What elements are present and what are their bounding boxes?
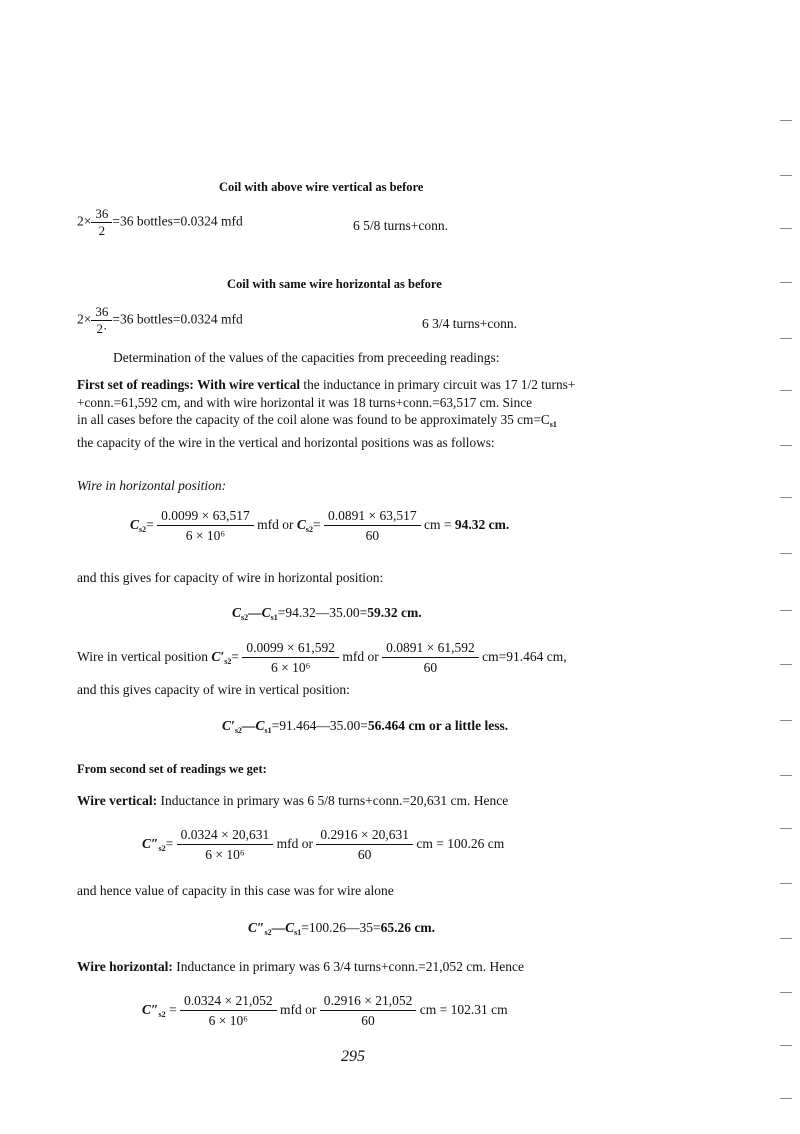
wire-horizontal-line: Wire horizontal: Inductance in primary was 6 3/4 turns+conn.=21,052 cm. Hence (77, 959, 525, 974)
equation-vertical-capacity: Wire in vertical position $C'_{s2}=$ $\frac{0.0099 \times 61,592}{\text{6 × 10⁶}}$ mfd or $\frac{0.0891 \times 61,592}{60}$ cm=91.464 cm, (77, 640, 567, 675)
first-set-paragraph: First set of readings: With wire vertical the inductance in primary circuit was 17 1/2 turns+ +conn.=61,592 cm, and with wire horizontal it was 18 turns+conn.=63,517 cm. Since in all cases before the capacity of the coil alone was found to be approximately 35 $cm=C_{s1}$ the capacity of the wire in the vertical and horizontal positions was as follows: (77, 377, 576, 450)
equation-horizontal-capacity: $C_{s2}=$ $\frac{0.0099 \times 63,517}{\text{6 × 10⁶}}$ mfd or $C_{s2}=$ $\frac{0.0891 \times 63,517}{60}$ cm = 94.32 cm. (130, 508, 510, 543)
bottles-line-horizontal: 2× $\frac{36}{2\cdot}$ =36 bottles=0.0324 mfd (77, 304, 243, 336)
text-vertical-capacity: and this gives capacity of wire in vertical position: (77, 682, 350, 697)
second-set-heading: From second set of readings we get: (77, 762, 267, 776)
equation-vertical-difference: $C'_{s2}—C_{s1}=91.464—35.00=56.464$ cm or a little less. (222, 718, 509, 735)
fraction-cm-second-horizontal: $\frac{0.2916 \times 21,052}{60}$ (320, 993, 417, 1029)
equation-second-vertical: $C''_{s2}=$ $\frac{0.0324 \times 20,631}{\text{6 × 10⁶}}$ mfd or $\frac{0.2916 \times 20,631}{60}$ cm = 100.26 cm (142, 827, 505, 862)
fraction-mfd-vertical: $\frac{0.0099 \times 61,592}{\text{6 × 10⁶}}$ (242, 640, 339, 676)
wire-vertical-line: Wire vertical: Inductance in primary was 6 5/8 turns+conn.=20,631 cm. Hence (77, 793, 509, 808)
determination-text: Determination of the values of the capacities from preceeding readings: (113, 350, 500, 365)
heading-coil-vertical: Coil with above wire vertical as before (219, 180, 424, 194)
text-horizontal-capacity: and this gives for capacity of wire in horizontal position: (77, 570, 384, 585)
heading-coil-horizontal: Coil with same wire horizontal as before (227, 277, 442, 291)
fraction-cm-vertical: $\frac{0.0891 \times 61,592}{60}$ (382, 640, 479, 676)
equation-horizontal-difference: $C_{s2}—C_{s1}=94.32—35.00=59.32$ cm. (232, 605, 422, 622)
page-number: 295 (341, 1048, 365, 1065)
turns-vertical: 6 5/8 turns+conn. (353, 218, 448, 233)
fraction-cm: $\frac{0.0891 \times 63,517}{60}$ (324, 508, 421, 544)
fraction-36-over-2b: $\frac{36}{2\cdot}$ (91, 304, 112, 337)
fraction-36-over-2: $\frac{36}{2}$ (91, 206, 112, 239)
equation-second-vertical-difference: $C''_{s2}—C_{s1}=100.26—35=65.26$ cm. (248, 920, 435, 937)
fraction-cm-second-vertical: $\frac{0.2916 \times 20,631}{60}$ (316, 827, 413, 863)
fraction-mfd-second-vertical: $\frac{0.0324 \times 20,631}{\text{6 × 10⁶}}$ (177, 827, 274, 863)
turns-horizontal: 6 3/4 turns+conn. (422, 316, 517, 331)
fraction-mfd: $\frac{0.0099 \times 63,517}{\text{6 × 10⁶}}$ (157, 508, 254, 544)
bottles-line-vertical: 2× $\frac{36}{2}$ =36 bottles=0.0324 mfd (77, 206, 243, 238)
equation-second-horizontal: $C''_{s2}$ = $\frac{0.0324 \times 21,052}{\text{6 × 10⁶}}$ mfd or $\frac{0.2916 \times 21,052}{60}$ cm = 102.31 cm (142, 993, 508, 1028)
wire-horizontal-heading: Wire in horizontal position: (77, 478, 227, 493)
text-wire-alone: and hence value of capacity in this case was for wire alone (77, 883, 394, 898)
fraction-mfd-second-horizontal: $\frac{0.0324 \times 21,052}{\text{6 × 10⁶}}$ (180, 993, 277, 1029)
